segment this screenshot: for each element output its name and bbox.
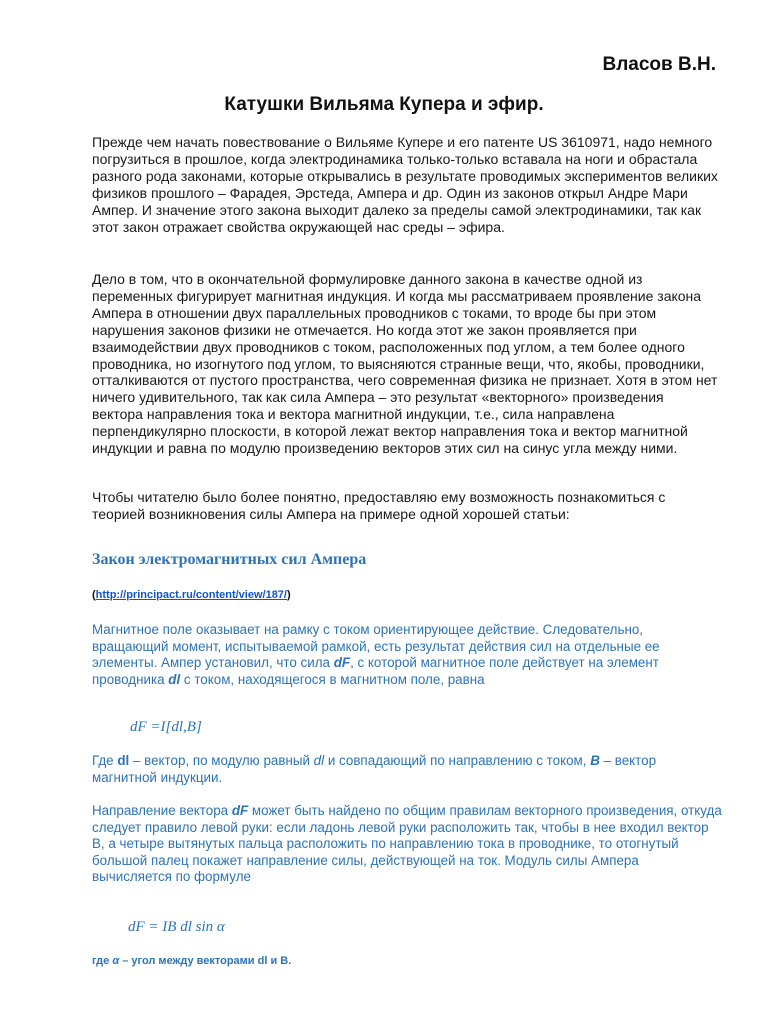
var-dF: dF <box>231 803 249 818</box>
article-paragraph-3 <box>92 803 722 886</box>
section-heading: Закон электромагнитных сил Ампера <box>92 551 367 568</box>
intro-paragraph-1: Прежде чем начать повествование о Вильяме Купере и его патенте US 3610971, надо немного погрузиться в прошлое, когда электродинамика только-только вставала на ноги и обрастала разного рода законами, которые открывались в результате проводимых экспериментов великих физиков прошлого – Фарадея, Эрстеда, Ампера и др. Один из законов открыл Андре Мари Ампер. И значение этого закона выходит далеко за пределы самой электродинамики, так как этот закон отражает свойства окружающей нас среды – эфира. <box>92 134 718 235</box>
source-close-paren: ) <box>286 589 291 601</box>
var-dF: dF <box>333 655 351 670</box>
text-run: где <box>92 955 113 967</box>
var-dl: dl <box>168 671 181 687</box>
source-open-paren: ( <box>92 589 96 601</box>
text-run: – вектор, по модулю равный <box>129 753 314 768</box>
angle-footnote <box>92 955 291 967</box>
text-run: Магнитное поле оказывает на рамку с током ориентирующее действие. Следовательно, вращающий момент, испытываемой рамкой, есть результат действия сил на отдельные ее элементы. Ампер установил, что сила <box>92 622 660 670</box>
article-paragraph-2 <box>92 753 722 786</box>
text-run: может быть найдено по общим правилам векторного произведения, откуда следует правило левой руки: если ладонь левой руки расположить так, чтобы в нее входил вектор В, а четыре вытянутых пальца расположить по направлению тока в проводнике, то отогнутый большой палец покажет направление силы, действующей на ток. Модуль силы Ампера вычисляется по формуле <box>92 803 722 884</box>
author-name: Власов В.Н. <box>602 54 716 75</box>
text-run: и совпадающий по направлению с током, <box>324 753 591 768</box>
var-B: B <box>590 753 600 768</box>
text-run: – вектор магнитной индукции. <box>92 753 657 785</box>
var-dl: dl <box>117 753 130 768</box>
source-link[interactable]: http://principact.ru/content/view/187/ <box>95 589 287 601</box>
document-title: Катушки Вильяма Купера и эфир. <box>224 94 544 115</box>
var-dl-scalar: dl <box>313 753 325 768</box>
formula-ampere-modulus: dF = IB dl sin α <box>128 919 225 935</box>
text-run: , с которой магнитное поле действует на элемент проводника <box>92 655 659 687</box>
text-run: – угол между векторами dl и B. <box>119 955 292 967</box>
var-alpha: α <box>112 955 120 967</box>
intro-paragraph-2: Дело в том, что в окончательной формулировке данного закона в качестве одной из переменных фигурирует магнитная индукция. И когда мы рассматриваем проявление закона Ампера в отношении двух параллельных проводников с токами, то вроде бы при этом нарушения законов физики не отмечается. Но когда этот же закон проявляется при взаимодействии двух проводников с током, расположенных под углом, а тем более одного проводника, но изогнутого под углом, то выясняются странные вещи, что, якобы, проводники, отталкиваются от пустого пространства, чего современная физика не признает. Хотя в этом нет ничего удивительного, так как сила Ампера – это результат «векторного» произведения вектора направления тока и вектора магнитной индукции, т.е., сила направлена перпендикулярно плоскости, в которой лежат вектор направления тока и вектор магнитной индукции и равна по модулю произведению векторов этих сил на синус угла между ними. <box>92 271 718 457</box>
text-run: с током, находящегося в магнитном поле, равна <box>180 671 485 687</box>
text-run: Где <box>92 753 118 768</box>
text-run: Направление вектора <box>92 803 232 818</box>
formula-ampere-vector: dF =I[dl,B] <box>130 719 202 735</box>
intro-paragraph-3: Чтобы читателю было более понятно, предоставляю ему возможность познакомиться с теорией возникновения силы Ампера на примере одной хорошей статьи: <box>92 489 666 522</box>
source-reference <box>92 589 291 601</box>
article-paragraph-1 <box>92 622 722 688</box>
